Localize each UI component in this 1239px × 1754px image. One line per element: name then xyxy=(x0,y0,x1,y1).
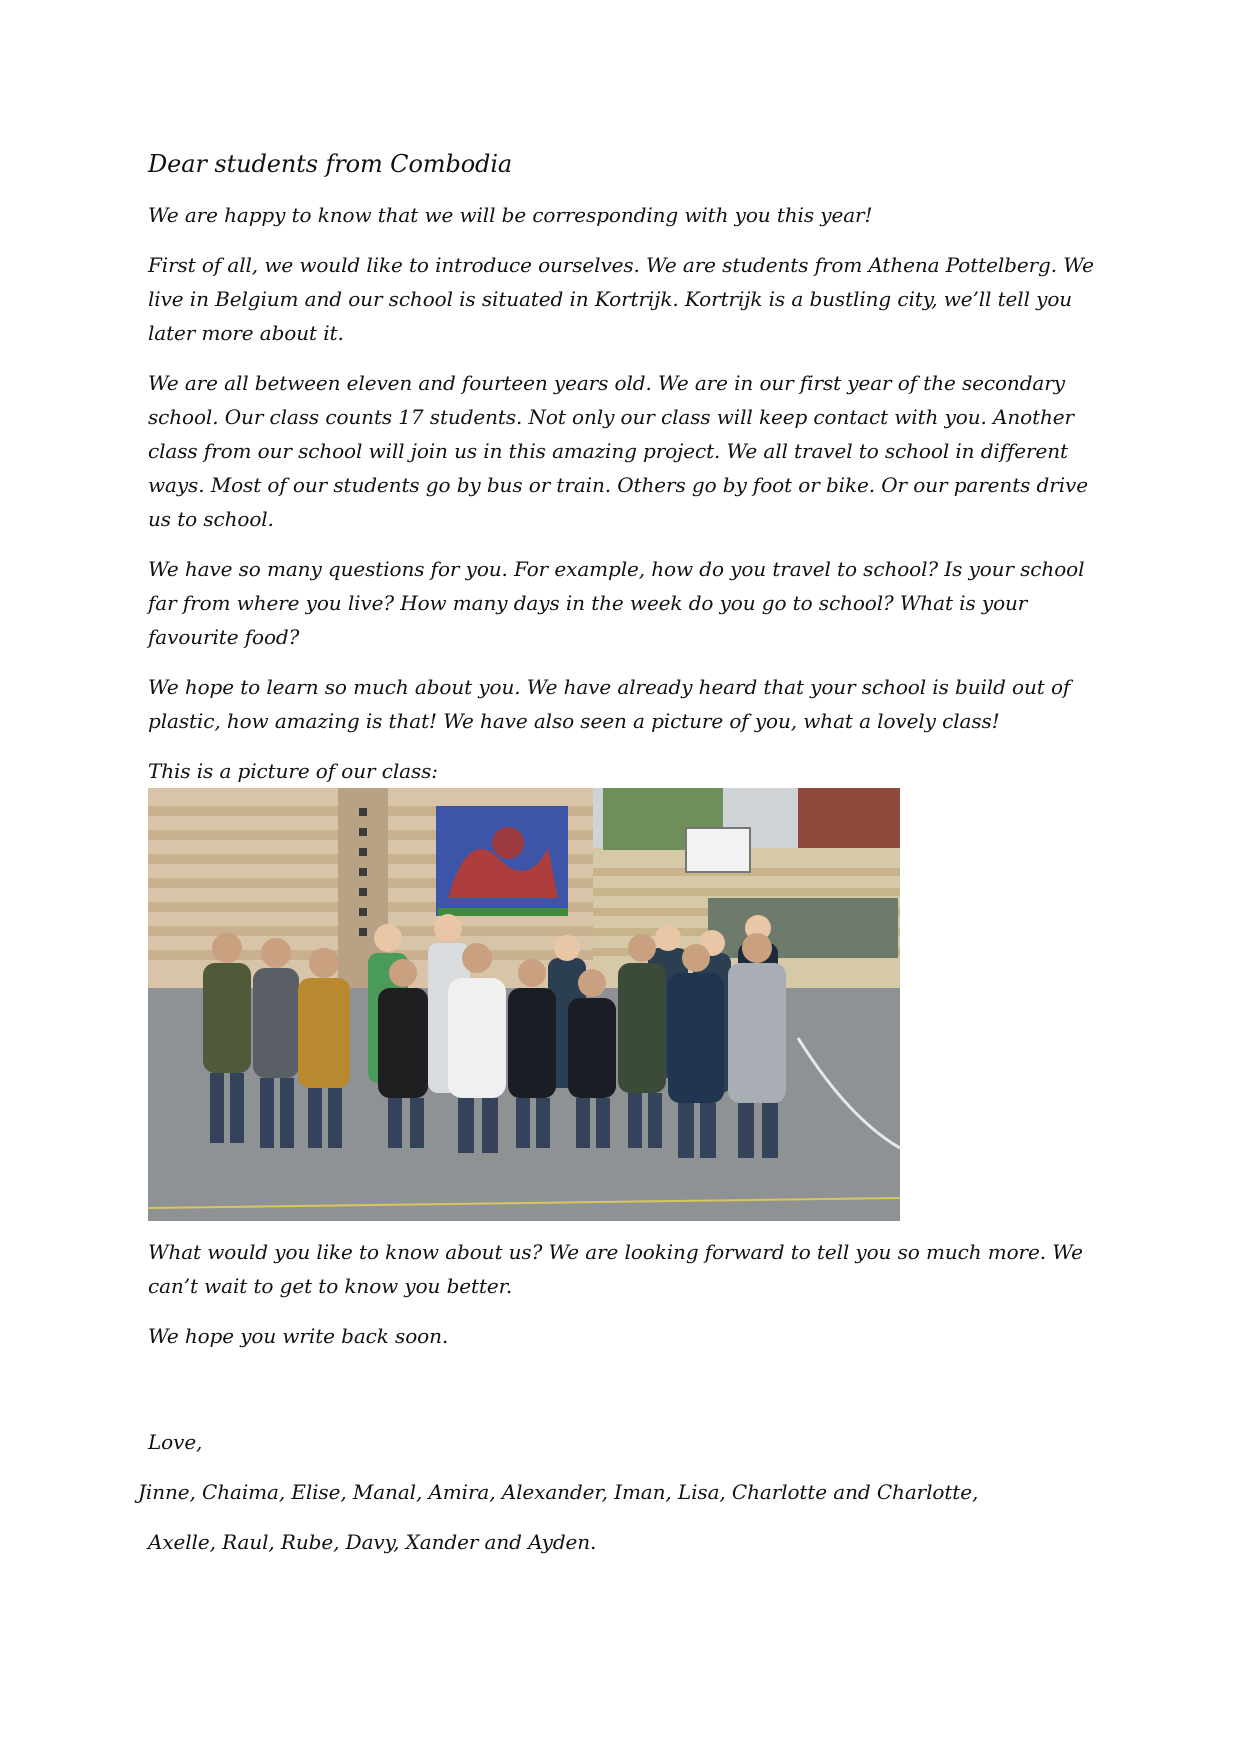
paragraph-write-back: We hope you write back soon. xyxy=(148,1324,449,1348)
paragraph-hopes: We hope to learn so much about you. We have already heard that your school is build out of plastic, how amazing is that! We have also seen a picture of you, what a lovely class! xyxy=(148,675,1071,733)
class-photo xyxy=(148,788,900,1221)
student-names-line-2: Axelle, Raul, Rube, Davy, Xander and Ayden. xyxy=(148,1530,597,1554)
spacer xyxy=(148,1369,1108,1425)
letter-body xyxy=(138,146,1108,1559)
paragraph-introduction: First of all, we would like to introduce ourselves. We are students from Athena Pottelberg. We live in Belgium and our school is situated in Kortrijk. Kortrijk is a bustling city, we’ll tell you later more about it. xyxy=(148,253,1094,345)
paragraph-greeting: We are happy to know that we will be corresponding with you this year! xyxy=(148,203,873,227)
student-names-line-1: Jinne, Chaima, Elise, Manal, Amira, Alexander, Iman, Lisa, Charlotte and Charlotte, xyxy=(138,1480,979,1504)
paragraph-class-details: We are all between eleven and fourteen years old. We are in our first year of the secondary school. Our class counts 17 students. Not only our class will keep contact with you. Another class from our school will join us in this amazing project. We all travel to school in different ways. Most of our students go by bus or train. Others go by foot or bike. Or our parents drive us to school. xyxy=(148,371,1088,531)
salutation: Dear students from Combodia xyxy=(148,150,513,178)
paragraph-looking-forward: What would you like to know about us? We are looking forward to tell you so much more. We can’t wait to get to know you better. xyxy=(148,1240,1083,1298)
paragraph-questions: We have so many questions for you. For example, how do you travel to school? Is your school far from where you live? How many days in the week do you go to school? What is your favourite food? xyxy=(148,557,1085,649)
photo-caption: This is a picture of our class: xyxy=(148,759,438,783)
signoff: Love, xyxy=(148,1430,203,1454)
